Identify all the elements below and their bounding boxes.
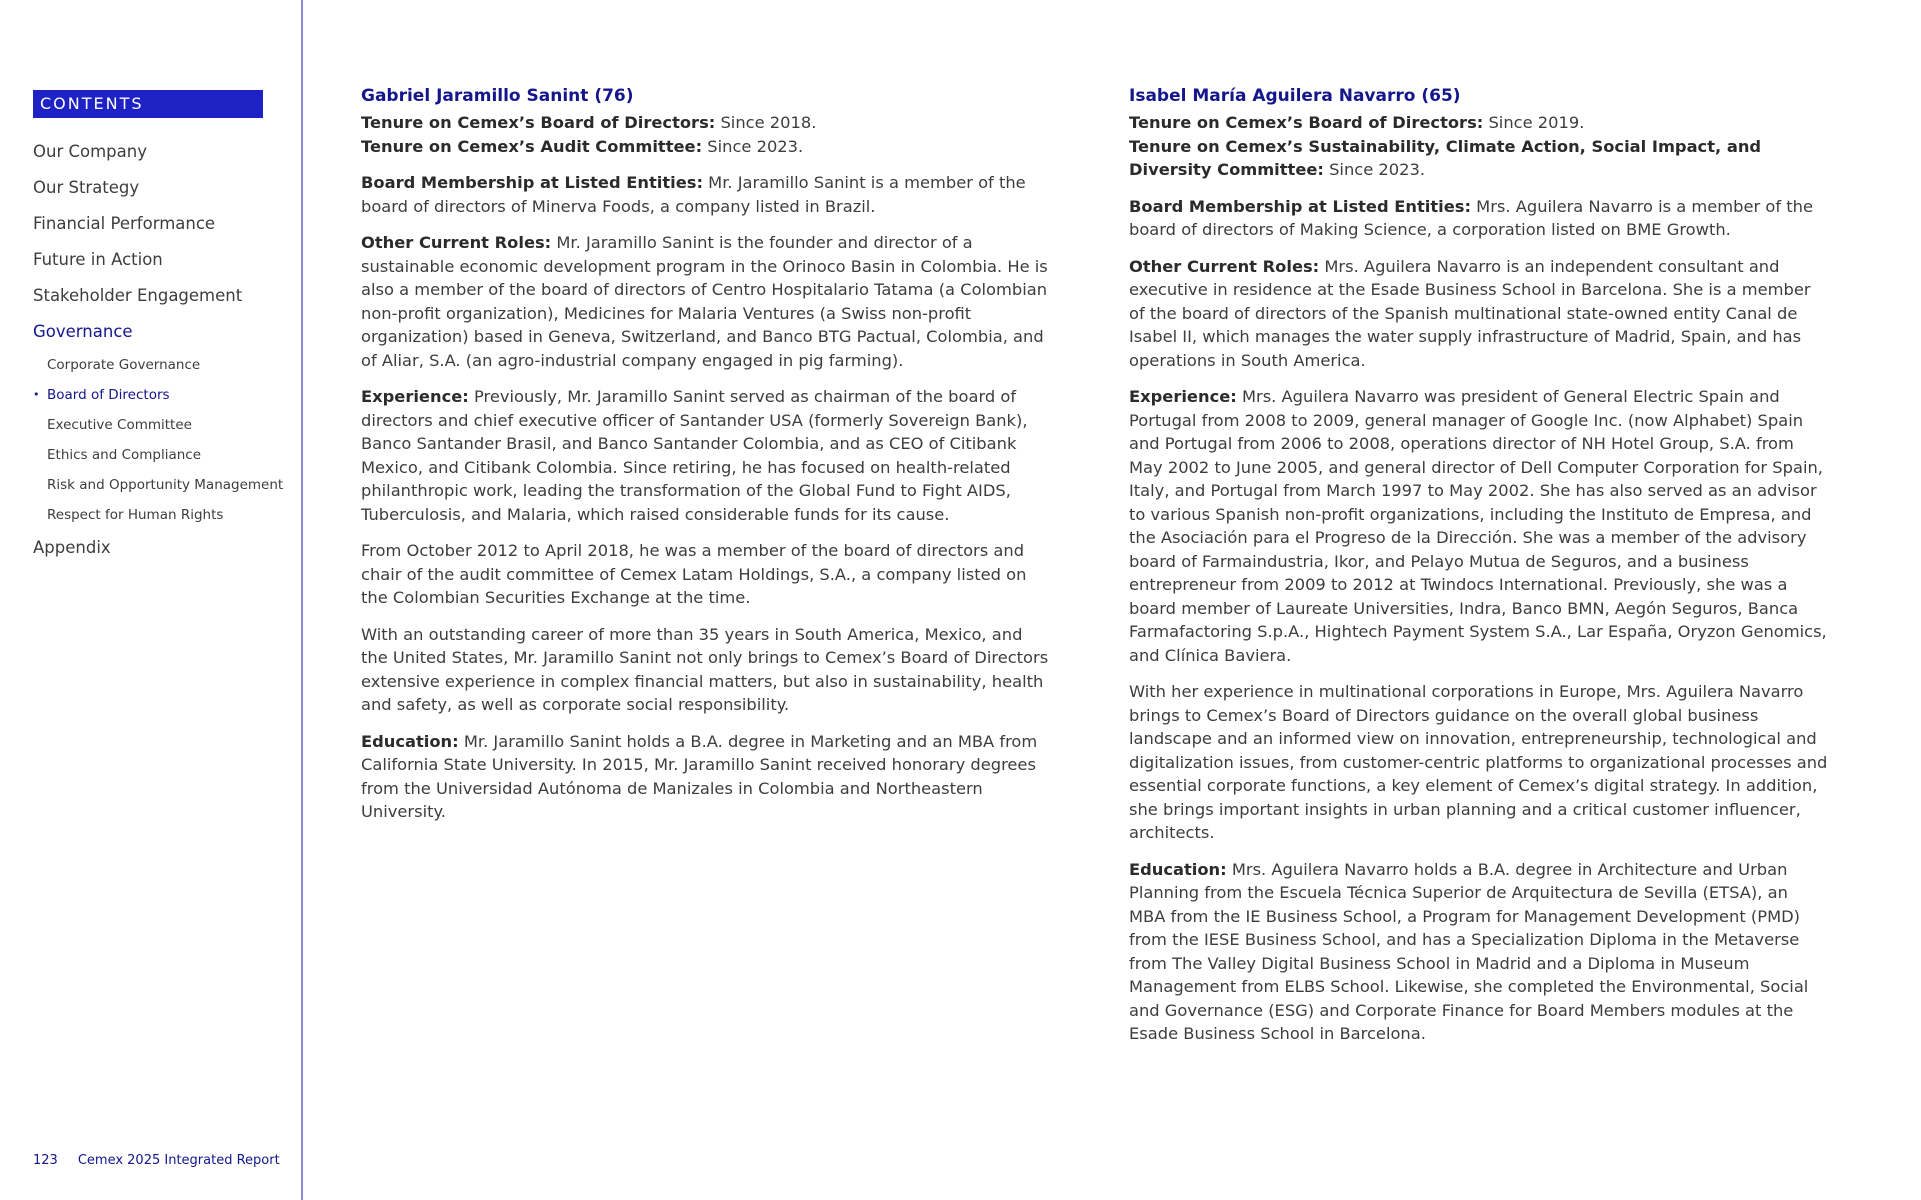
active-bullet-icon: •	[33, 388, 40, 401]
board-membership-text: Mr. Jaramillo Sanint is a member of the board of directors of Minerva Foods, a company listed in Brazil.	[361, 173, 1026, 216]
education	[1129, 858, 1829, 1046]
nav-subitem-board-of-directors[interactable]	[33, 380, 283, 410]
board-membership-label: Board Membership at Listed Entities:	[1129, 196, 1471, 216]
page-footer	[33, 1153, 280, 1168]
director-profile-right	[1129, 84, 1829, 1059]
nav-subitem-risk-and-opportunity-management[interactable]	[33, 470, 283, 500]
education-label: Education:	[1129, 859, 1227, 879]
page-number: 123	[33, 1153, 58, 1168]
board-membership-label: Board Membership at Listed Entities:	[361, 173, 703, 192]
nav-subitem-executive-committee[interactable]	[33, 410, 283, 440]
tenure-board	[1129, 111, 1829, 135]
director-name: Gabriel Jaramillo Sanint (76)	[361, 86, 634, 106]
tenure-board	[361, 111, 1049, 135]
other-roles-text: Mr. Jaramillo Sanint is the founder and director of a sustainable economic development program in the Orinoco Basin in Colombia. He is also a member of the board of directors of Centro Hospitalario Tatama (a Colombian non-profit organization), Medicines for Malaria Ventures (a Swiss non-profit organization) based in Geneva, Switzerland, and Banco BTG Pactual, Colombia, and of Aliar, S.A. (an agro-industrial company engaged in pig farming).	[361, 233, 1048, 370]
nav-subitem-corporate-governance[interactable]	[33, 350, 283, 380]
other-roles-text: Mrs. Aguilera Navarro is an independent consultant and executive in residence at the Esade Business School in Barcelona. She is a member of the board of directors of the Spanish multinational state-owned entity Canal de Isabel II, which manages the water supply infrastructure of Madrid, Spain, and has operations in South America.	[1129, 256, 1811, 370]
nav-subitem-ethics-and-compliance[interactable]	[33, 440, 283, 470]
sidebar	[0, 0, 302, 1200]
nav-item-governance[interactable]: Governance	[33, 322, 133, 341]
report-title: Cemex 2025 Integrated Report	[77, 1153, 280, 1168]
other-roles	[1129, 255, 1829, 373]
experience-text: Mrs. Aguilera Navarro was president of General Electric Spain and Portugal from 2008 to 2009, general manager of Google Inc. (now Alphabet) Spain and Portugal from 2006 to 2008, operations director of NH Hotel Group, S.A. from May 2002 to June 2005, and general director of Dell Computer Corporation for Spain, Italy, and Portugal from March 1997 to May 2002. She has also served as an advisor to various Spanish non-profit organizations, including the Instituto de Empresa, and the Asociación para el Progreso de la Dirección. She was a member of the advisory board of Farmaindustria, Ikor, and Pelayo Mutua de Seguros, and a business entrepreneur from 2009 to 2012 at Twindocs International. Previously, she was a board member of Laureate Universities, Indra, Banco BMN, Aegón Seguros, Banca Farmafactoring S.p.A., Hightech Payment System S.A., Lar España, Oryzon Genomics, and Clínica Baviera.	[1129, 387, 1827, 665]
tenure-committee-value: Since 2023.	[702, 136, 804, 156]
experience-label: Experience:	[1129, 387, 1237, 406]
nav-item-financial-performance[interactable]: Financial Performance	[33, 214, 216, 233]
board-membership-text: Mrs. Aguilera Navarro is a member of the board of directors of Making Science, a corporation listed on BME Growth.	[1129, 196, 1813, 239]
board-membership	[1129, 195, 1829, 242]
tenure-committee-value: Since 2023.	[1323, 160, 1426, 179]
nav-subitem-label: Executive Committee	[47, 417, 192, 433]
nav-item-appendix[interactable]: Appendix	[33, 538, 111, 557]
tenure-committee	[1129, 135, 1829, 182]
nav-item-stakeholder-engagement[interactable]: Stakeholder Engagement	[33, 286, 243, 305]
paragraph-latam: From October 2012 to April 2018, he was a member of the board of directors and chair of the audit committee of Cemex Latam Holdings, S.A., a company listed on the Colombian Securities Exchange at the time.	[361, 541, 1027, 607]
contents-nav	[33, 134, 283, 566]
education-text: Mr. Jaramillo Sanint holds a B.A. degree in Marketing and an MBA from California State University. In 2015, Mr. Jaramillo Sanint received honorary degrees from the Universidad Autónoma de Manizales in Colombia and Northeastern University.	[361, 731, 1038, 821]
nav-subitem-label: Risk and Opportunity Management	[47, 477, 284, 493]
nav-subitem-label: Ethics and Compliance	[47, 447, 202, 463]
tenure-board-value: Since 2018.	[715, 113, 817, 132]
tenure-committee-label: Tenure on Cemex’s Audit Committee:	[361, 136, 703, 156]
board-membership	[361, 171, 1049, 218]
paragraph-career: With an outstanding career of more than 35 years in South America, Mexico, and the United States, Mr. Jaramillo Sanint not only brings to Cemex’s Board of Directors extensive experience in complex financial matters, but also in sustainability, health and safety, as well as corporate social responsibility.	[361, 624, 1049, 714]
nav-subitem-label: Corporate Governance	[47, 357, 201, 373]
nav-subitem-label: Respect for Human Rights	[47, 507, 224, 523]
nav-subitem-label: Board of Directors	[47, 387, 170, 403]
other-roles-label: Other Current Roles:	[361, 233, 552, 252]
nav-item-future-in-action[interactable]: Future in Action	[33, 250, 163, 269]
experience-label: Experience:	[361, 387, 469, 406]
experience-text: Previously, Mr. Jaramillo Sanint served as chairman of the board of directors and chief executive officer of Santander USA (formerly Sovereign Bank), Banco Santander Brasil, and Banco Santander Colombia, and as CEO of Citibank Mexico, and Citibank Colombia. Since retiring, he has focused on health-related philanthropic work, leading the transformation of the Global Fund to Fight AIDS, Tuberculosis, and Malaria, which raised considerable funds for its cause.	[361, 387, 1028, 524]
education-text: Mrs. Aguilera Navarro holds a B.A. degree in Architecture and Urban Planning from the Escuela Técnica Superior de Arquitectura de Sevilla (ETSA), an MBA from the IE Business School, a Program for Management Development (PMD) from the IESE Business School, and has a Specialization Diploma in the Metaverse from The Valley Digital Business School in Madrid and a Diploma in Museum Management from ELBS School. Likewise, she completed the Environmental, Social and Governance (ESG) and Corporate Finance for Board Members modules at the Esade Business School in Barcelona.	[1129, 859, 1809, 1043]
contents-heading: CONTENTS	[33, 90, 263, 118]
nav-item-our-company[interactable]: Our Company	[33, 142, 147, 161]
nav-item-our-strategy[interactable]: Our Strategy	[33, 178, 140, 197]
nav-subitem-respect-for-human-rights[interactable]	[33, 500, 283, 530]
other-roles-label: Other Current Roles:	[1129, 256, 1320, 276]
director-name: Isabel María Aguilera Navarro (65)	[1129, 86, 1461, 106]
other-roles	[361, 231, 1049, 372]
tenure-board-value: Since 2019.	[1483, 113, 1585, 132]
tenure-board-label: Tenure on Cemex’s Board of Directors:	[361, 113, 716, 132]
tenure-committee	[361, 135, 1049, 159]
tenure-board-label: Tenure on Cemex’s Board of Directors:	[1129, 113, 1484, 132]
tenure-committee-label: Tenure on Cemex’s Sustainability, Climate Action, Social Impact, and Diversity Committee:	[1129, 136, 1762, 179]
paragraph-experience: With her experience in multinational corporations in Europe, Mrs. Aguilera Navarro brings to Cemex’s Board of Directors guidance on the overall global business landscape and an informed view on innovation, entrepreneurship, technological and digitalization issues, from customer-centric platforms to organizational processes and essential corporate functions, a key element of Cemex’s digital strategy. In addition, she brings important insights in urban planning and a critical customer influencer, architects.	[1129, 682, 1828, 842]
experience	[1129, 385, 1829, 667]
sidebar-divider	[301, 0, 303, 1200]
experience	[361, 385, 1049, 526]
director-profile-left	[361, 84, 1049, 837]
education	[361, 730, 1049, 824]
education-label: Education:	[361, 731, 459, 751]
